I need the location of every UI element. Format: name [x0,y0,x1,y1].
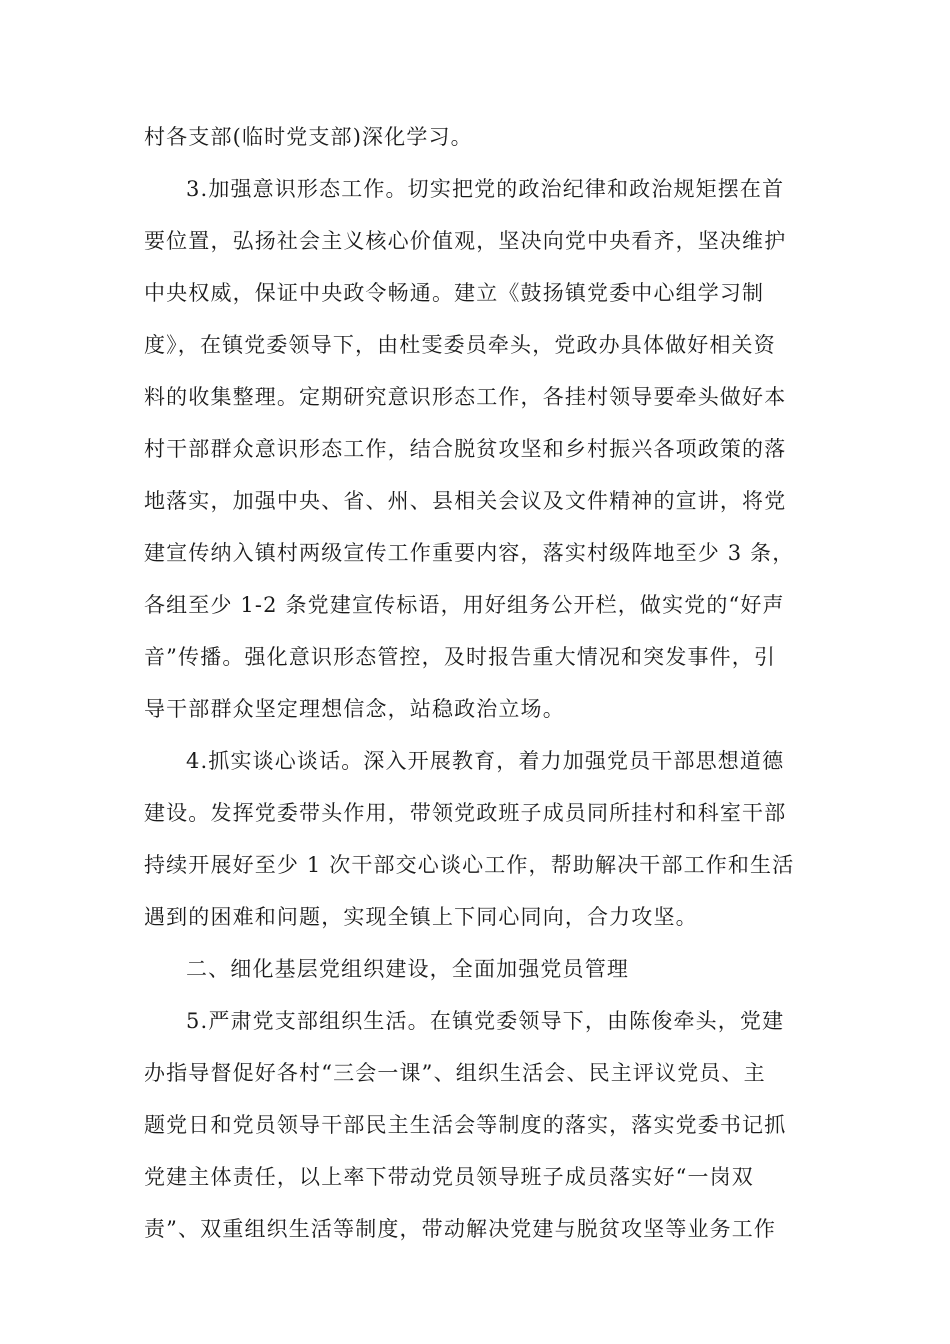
text-line: 建宣传纳入镇村两级宣传工作重要内容，落实村级阵地至少 3 条， [144,541,795,565]
text-line: 建设。发挥党委带头作用，带领党政班子成员同所挂村和科室干部 [144,801,787,825]
text-line: 遇到的困难和问题，实现全镇上下同心同向，合力攻坚。 [144,905,698,929]
text-line: 持续开展好至少 1 次干部交心谈心工作，帮助解决干部工作和生活 [144,853,795,877]
text-line: 4.抓实谈心谈话。深入开展教育，着力加强党员干部思想道德 [186,749,785,773]
text-line: 责”、双重组织生活等制度，带动解决党建与脱贫攻坚等业务工作 [144,1217,777,1241]
text-line: 办指导督促好各村“三会一课”、组织生活会、民主评议党员、主 [144,1061,766,1085]
text-line: 党建主体责任，以上率下带动党员领导班子成员落实好“一岗双 [144,1165,754,1189]
text-line: 料的收集整理。定期研究意识形态工作，各挂村领导要牵头做好本 [144,385,787,409]
text-line: 导干部群众坚定理想信念，站稳政治立场。 [144,697,565,721]
text-line: 村干部群众意识形态工作，结合脱贫攻坚和乡村振兴各项政策的落 [144,437,787,461]
text-line: 地落实，加强中央、省、州、县相关会议及文件精神的宣讲，将党 [144,489,787,513]
text-line: 村各支部(临时党支部)深化学习。 [144,125,473,149]
text-line: 音”传播。强化意识形态管控，及时报告重大情况和突发事件，引 [144,645,777,669]
text-line: 5.严肃党支部组织生活。在镇党委领导下，由陈俊牵头，党建 [186,1009,785,1033]
text-line: 度》，在镇党委领导下，由杜雯委员牵头，党政办具体做好相关资 [144,333,776,357]
text-line: 要位置，弘扬社会主义核心价值观，坚决向党中央看齐，坚决维护 [144,229,787,253]
section-heading: 二、细化基层党组织建设，全面加强党员管理 [186,957,629,981]
text-line: 3.加强意识形态工作。切实把党的政治纪律和政治规矩摆在首 [186,177,785,201]
text-line: 各组至少 1-2 条党建宣传标语，用好组务公开栏，做实党的“好声 [144,593,785,617]
text-line: 题党日和党员领导干部民主生活会等制度的落实，落实党委书记抓 [144,1113,787,1137]
text-line: 中央权威，保证中央政令畅通。建立《鼓扬镇党委中心组学习制 [144,281,765,305]
